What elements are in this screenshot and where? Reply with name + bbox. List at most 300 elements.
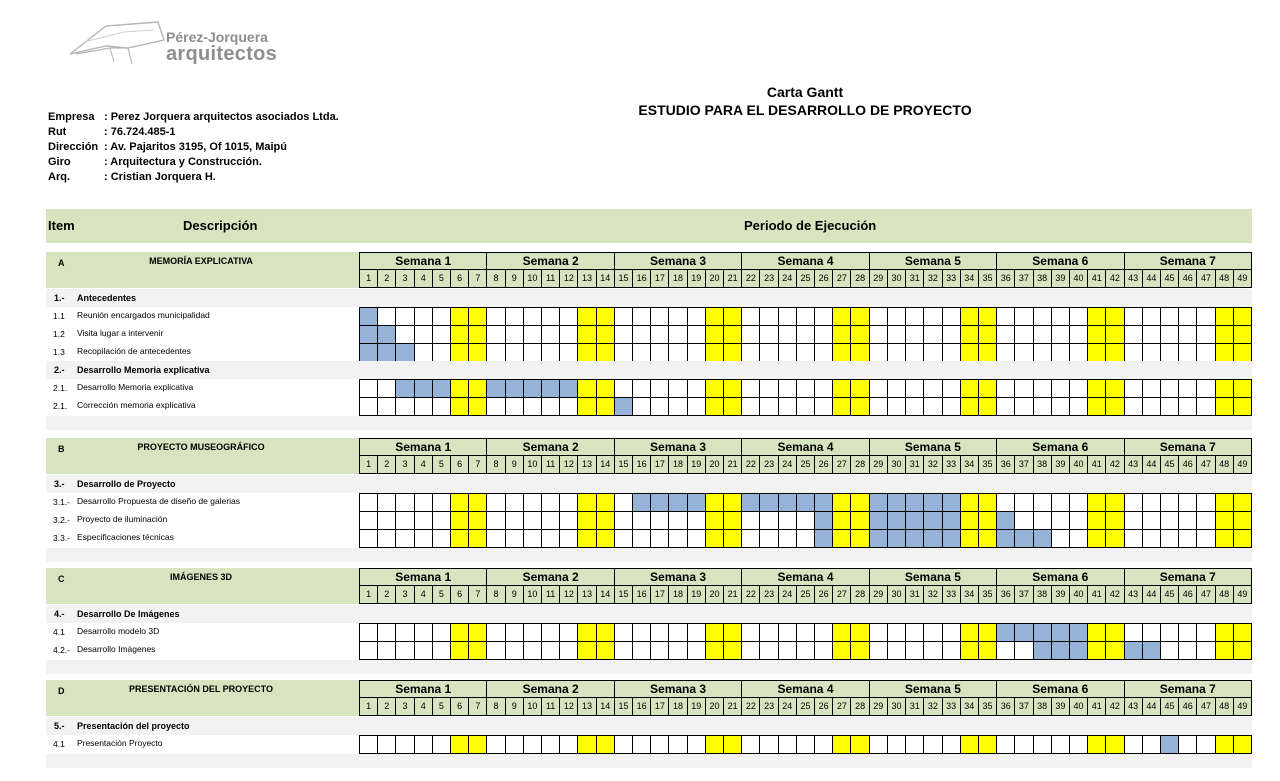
day-cell xyxy=(1124,624,1142,641)
section-title: IMÁGENES 3D xyxy=(169,572,232,582)
day-cell xyxy=(1160,624,1178,641)
day-label: 24 xyxy=(778,586,796,604)
weekend-cell xyxy=(832,308,850,325)
weekend-cell xyxy=(960,736,978,753)
day-cell xyxy=(796,398,814,415)
weekend-cell xyxy=(468,642,486,659)
active-day-cell xyxy=(869,512,887,529)
weekend-cell xyxy=(1105,344,1123,361)
weekend-cell xyxy=(832,512,850,529)
weekend-cell xyxy=(705,494,723,511)
day-cell xyxy=(432,530,450,547)
day-label: 1 xyxy=(359,698,377,716)
weekend-cell xyxy=(960,326,978,343)
day-cell xyxy=(923,326,941,343)
section-letter: A xyxy=(58,258,65,268)
day-label: 39 xyxy=(1051,456,1069,474)
day-cell xyxy=(432,512,450,529)
task-label xyxy=(46,379,359,397)
day-cell xyxy=(996,642,1014,659)
day-label: 14 xyxy=(596,586,614,604)
day-cell xyxy=(814,308,832,325)
day-cell xyxy=(541,308,559,325)
section-gap xyxy=(46,660,1252,674)
day-cell xyxy=(1051,512,1069,529)
day-cell xyxy=(923,308,941,325)
weekend-cell xyxy=(978,326,996,343)
header-periodo: Periodo de Ejecución xyxy=(744,218,877,233)
week-label: Semana 3 xyxy=(614,252,741,270)
day-label: 40 xyxy=(1069,270,1087,288)
day-cell xyxy=(505,494,523,511)
day-cell xyxy=(1196,494,1214,511)
day-cell xyxy=(414,344,432,361)
day-cell xyxy=(1178,398,1196,415)
weekend-cell xyxy=(832,344,850,361)
day-cell xyxy=(486,398,504,415)
active-day-cell xyxy=(996,530,1014,547)
day-label: 7 xyxy=(468,456,486,474)
weekend-cell xyxy=(978,736,996,753)
day-label: 37 xyxy=(1014,698,1032,716)
weekend-cell xyxy=(1233,398,1252,415)
day-cell xyxy=(942,308,960,325)
active-day-cell xyxy=(1051,642,1069,659)
day-cell xyxy=(523,642,541,659)
day-label: 30 xyxy=(887,456,905,474)
day-label: 16 xyxy=(632,586,650,604)
weekend-cell xyxy=(596,624,614,641)
day-label: 29 xyxy=(869,698,887,716)
day-cell xyxy=(869,624,887,641)
day-label: 38 xyxy=(1033,586,1051,604)
day-cell xyxy=(414,398,432,415)
day-cell xyxy=(1124,530,1142,547)
day-cell xyxy=(486,512,504,529)
day-cell xyxy=(923,642,941,659)
section-title: MEMORÍA EXPLICATIVA xyxy=(149,256,253,266)
week-label: Semana 5 xyxy=(869,252,996,270)
day-label: 17 xyxy=(650,456,668,474)
day-label: 33 xyxy=(942,456,960,474)
weekend-cell xyxy=(1105,642,1123,659)
weekend-cell xyxy=(1233,326,1252,343)
weekend-cell xyxy=(705,736,723,753)
day-cell xyxy=(759,530,777,547)
day-cell xyxy=(1069,380,1087,397)
day-label: 46 xyxy=(1178,270,1196,288)
weekend-cell xyxy=(577,530,595,547)
day-cell xyxy=(523,344,541,361)
weekend-cell xyxy=(723,494,741,511)
day-label: 2 xyxy=(377,586,395,604)
active-day-cell xyxy=(359,344,377,361)
day-cell xyxy=(1160,308,1178,325)
day-label: 5 xyxy=(432,698,450,716)
weekend-cell xyxy=(978,530,996,547)
section-gap xyxy=(46,754,1252,768)
day-label: 48 xyxy=(1215,270,1233,288)
active-day-cell xyxy=(942,530,960,547)
weekend-cell xyxy=(1215,380,1233,397)
active-day-cell xyxy=(1051,624,1069,641)
day-label: 45 xyxy=(1160,456,1178,474)
day-label: 6 xyxy=(450,270,468,288)
section-header xyxy=(46,680,359,716)
weekend-cell xyxy=(850,736,868,753)
day-label: 20 xyxy=(705,270,723,288)
active-day-cell xyxy=(923,530,941,547)
day-cell xyxy=(1160,344,1178,361)
task-number: 4.2.- xyxy=(53,645,71,655)
day-cell xyxy=(1178,494,1196,511)
week-label: Semana 6 xyxy=(996,568,1123,586)
active-day-cell xyxy=(923,494,941,511)
info-row xyxy=(48,141,339,156)
weekend-cell xyxy=(1087,512,1105,529)
weekend-cell xyxy=(832,642,850,659)
day-label: 22 xyxy=(741,586,759,604)
day-cell xyxy=(359,624,377,641)
day-cell xyxy=(559,308,577,325)
day-label: 30 xyxy=(887,586,905,604)
task-number: 2.1. xyxy=(53,383,68,393)
day-label: 19 xyxy=(687,586,705,604)
day-label: 36 xyxy=(996,270,1014,288)
weekend-cell xyxy=(832,530,850,547)
day-label: 11 xyxy=(541,456,559,474)
weekend-cell xyxy=(1105,398,1123,415)
day-cell xyxy=(1051,398,1069,415)
weekend-cell xyxy=(832,736,850,753)
day-label: 34 xyxy=(960,456,978,474)
day-cell xyxy=(1178,380,1196,397)
day-cell xyxy=(650,326,668,343)
day-cell xyxy=(1124,512,1142,529)
day-cell xyxy=(632,512,650,529)
day-label: 2 xyxy=(377,456,395,474)
weekend-cell xyxy=(978,494,996,511)
day-label: 11 xyxy=(541,698,559,716)
day-label: 27 xyxy=(832,456,850,474)
day-cell xyxy=(759,624,777,641)
day-cell xyxy=(1033,344,1051,361)
day-label: 41 xyxy=(1087,456,1105,474)
day-label: 31 xyxy=(905,270,923,288)
day-cell xyxy=(395,326,413,343)
week-label: Semana 4 xyxy=(741,680,868,698)
weekend-cell xyxy=(960,530,978,547)
day-cell xyxy=(778,512,796,529)
active-day-cell xyxy=(1142,642,1160,659)
weekend-cell xyxy=(705,308,723,325)
task-name: Recopilación de antecedentes xyxy=(77,346,191,356)
day-cell xyxy=(905,624,923,641)
day-label: 10 xyxy=(523,270,541,288)
day-cell xyxy=(1033,398,1051,415)
day-label: 6 xyxy=(450,456,468,474)
day-cell xyxy=(1014,308,1032,325)
week-label: Semana 5 xyxy=(869,680,996,698)
active-day-cell xyxy=(632,494,650,511)
day-cell xyxy=(1051,530,1069,547)
day-cell xyxy=(1014,344,1032,361)
day-label: 4 xyxy=(414,586,432,604)
day-cell xyxy=(887,398,905,415)
weekend-cell xyxy=(468,624,486,641)
day-label: 35 xyxy=(978,698,996,716)
day-label: 11 xyxy=(541,586,559,604)
weekend-cell xyxy=(1105,494,1123,511)
day-label: 19 xyxy=(687,456,705,474)
week-label: Semana 7 xyxy=(1124,680,1252,698)
active-day-cell xyxy=(559,380,577,397)
day-label: 44 xyxy=(1142,586,1160,604)
weekend-cell xyxy=(596,512,614,529)
info-value: : Av. Pajaritos 3195, Of 1015, Maipú xyxy=(104,141,287,153)
weekend-cell xyxy=(1087,308,1105,325)
day-cell xyxy=(1160,530,1178,547)
day-cell xyxy=(1033,326,1051,343)
weekend-cell xyxy=(450,308,468,325)
weekend-cell xyxy=(978,344,996,361)
weekend-cell xyxy=(450,736,468,753)
day-label: 32 xyxy=(923,698,941,716)
task-timeline xyxy=(359,397,1252,416)
day-cell xyxy=(1069,344,1087,361)
day-cell xyxy=(668,308,686,325)
section-header xyxy=(46,438,359,474)
day-label: 8 xyxy=(486,456,504,474)
weekend-cell xyxy=(577,308,595,325)
day-cell xyxy=(559,512,577,529)
section-gap xyxy=(46,416,1252,430)
day-label: 5 xyxy=(432,456,450,474)
day-cell xyxy=(668,326,686,343)
day-label: 23 xyxy=(759,270,777,288)
day-cell xyxy=(887,624,905,641)
active-day-cell xyxy=(1014,530,1032,547)
day-cell xyxy=(614,512,632,529)
day-cell xyxy=(942,642,960,659)
day-cell xyxy=(1160,494,1178,511)
info-row xyxy=(48,126,339,141)
day-label: 16 xyxy=(632,270,650,288)
active-day-cell xyxy=(869,494,887,511)
week-header-row xyxy=(359,568,1252,586)
day-cell xyxy=(614,326,632,343)
day-cell xyxy=(632,344,650,361)
active-day-cell xyxy=(541,380,559,397)
day-cell xyxy=(650,308,668,325)
active-day-cell xyxy=(414,380,432,397)
day-label: 29 xyxy=(869,270,887,288)
week-label: Semana 1 xyxy=(359,438,486,456)
day-cell xyxy=(486,308,504,325)
day-cell xyxy=(414,308,432,325)
active-day-cell xyxy=(359,308,377,325)
logo-building-icon xyxy=(66,18,176,70)
day-label: 31 xyxy=(905,698,923,716)
day-label: 23 xyxy=(759,586,777,604)
day-cell xyxy=(869,326,887,343)
day-label: 3 xyxy=(395,456,413,474)
day-cell xyxy=(1051,308,1069,325)
day-label: 42 xyxy=(1105,586,1123,604)
day-cell xyxy=(687,398,705,415)
day-cell xyxy=(614,308,632,325)
weekend-cell xyxy=(1215,530,1233,547)
day-cell xyxy=(687,530,705,547)
weekend-cell xyxy=(705,642,723,659)
day-label: 44 xyxy=(1142,698,1160,716)
day-label: 29 xyxy=(869,456,887,474)
weekend-cell xyxy=(596,344,614,361)
day-cell xyxy=(632,624,650,641)
weekend-cell xyxy=(1105,326,1123,343)
info-row xyxy=(48,156,339,171)
day-cell xyxy=(523,512,541,529)
week-label: Semana 4 xyxy=(741,438,868,456)
active-day-cell xyxy=(523,380,541,397)
day-cell xyxy=(668,530,686,547)
day-label: 10 xyxy=(523,586,541,604)
weekend-cell xyxy=(705,380,723,397)
day-cell xyxy=(1033,308,1051,325)
active-day-cell xyxy=(923,512,941,529)
day-label: 7 xyxy=(468,586,486,604)
group-row xyxy=(46,717,1252,735)
project-title: ESTUDIO PARA EL DESARROLLO DE PROYECTO xyxy=(638,102,972,118)
day-label: 38 xyxy=(1033,270,1051,288)
day-label: 1 xyxy=(359,586,377,604)
weekend-cell xyxy=(1215,326,1233,343)
day-cell xyxy=(414,512,432,529)
day-label: 8 xyxy=(486,270,504,288)
day-cell xyxy=(1051,736,1069,753)
day-label: 36 xyxy=(996,456,1014,474)
day-cell xyxy=(377,530,395,547)
group-number: 1.- xyxy=(54,293,65,303)
day-label: 28 xyxy=(850,698,868,716)
weekend-cell xyxy=(705,512,723,529)
week-header-row xyxy=(359,252,1252,270)
day-cell xyxy=(687,380,705,397)
day-label: 24 xyxy=(778,456,796,474)
week-label: Semana 4 xyxy=(741,252,868,270)
day-cell xyxy=(1196,344,1214,361)
day-label: 27 xyxy=(832,698,850,716)
active-day-cell xyxy=(778,494,796,511)
day-label: 45 xyxy=(1160,698,1178,716)
weekend-cell xyxy=(1105,512,1123,529)
week-label: Semana 2 xyxy=(486,680,613,698)
day-cell xyxy=(759,736,777,753)
task-name: Corrección memoria explicativa xyxy=(77,400,196,410)
weekend-cell xyxy=(1105,736,1123,753)
weekend-cell xyxy=(468,736,486,753)
group-title: Desarrollo de Proyecto xyxy=(77,479,176,489)
day-cell xyxy=(559,398,577,415)
day-cell xyxy=(559,530,577,547)
day-cell xyxy=(887,326,905,343)
info-label: Arq. xyxy=(48,171,70,183)
weekend-cell xyxy=(450,624,468,641)
day-label: 15 xyxy=(614,698,632,716)
day-cell xyxy=(523,494,541,511)
weekend-cell xyxy=(850,642,868,659)
weekend-cell xyxy=(1233,624,1252,641)
task-name: Especificaciones técnicas xyxy=(77,532,174,542)
day-cell xyxy=(1160,642,1178,659)
day-label: 48 xyxy=(1215,456,1233,474)
weekend-cell xyxy=(978,624,996,641)
day-label: 12 xyxy=(559,456,577,474)
active-day-cell xyxy=(814,530,832,547)
day-label: 42 xyxy=(1105,456,1123,474)
day-cell xyxy=(869,398,887,415)
day-cell xyxy=(1069,308,1087,325)
day-cell xyxy=(1051,326,1069,343)
day-label: 22 xyxy=(741,456,759,474)
day-label: 41 xyxy=(1087,270,1105,288)
week-label: Semana 1 xyxy=(359,252,486,270)
day-label: 43 xyxy=(1124,270,1142,288)
day-label: 12 xyxy=(559,270,577,288)
day-cell xyxy=(668,512,686,529)
week-label: Semana 1 xyxy=(359,568,486,586)
weekend-cell xyxy=(832,326,850,343)
day-cell xyxy=(505,736,523,753)
info-value: : Arquitectura y Construcción. xyxy=(104,156,262,168)
weekend-cell xyxy=(832,624,850,641)
day-label: 33 xyxy=(942,698,960,716)
chart-title: Carta Gantt xyxy=(766,84,844,100)
day-cell xyxy=(1051,380,1069,397)
task-number: 3.2.- xyxy=(53,515,71,525)
day-cell xyxy=(923,736,941,753)
day-cell xyxy=(687,624,705,641)
day-cell xyxy=(1014,380,1032,397)
day-cell xyxy=(1033,736,1051,753)
day-cell xyxy=(1014,494,1032,511)
weekend-cell xyxy=(1215,308,1233,325)
day-label: 20 xyxy=(705,586,723,604)
task-number: 2.1. xyxy=(53,401,68,411)
day-label: 45 xyxy=(1160,586,1178,604)
weekend-cell xyxy=(450,398,468,415)
weekend-cell xyxy=(1105,624,1123,641)
active-day-cell xyxy=(814,494,832,511)
day-label: 15 xyxy=(614,270,632,288)
active-day-cell xyxy=(687,494,705,511)
task-name: Visita lugar a intervenir xyxy=(77,328,164,338)
day-cell xyxy=(1178,624,1196,641)
day-label: 13 xyxy=(577,698,595,716)
day-label: 34 xyxy=(960,586,978,604)
day-cell xyxy=(1178,512,1196,529)
day-cell xyxy=(687,642,705,659)
day-cell xyxy=(486,530,504,547)
active-day-cell xyxy=(996,624,1014,641)
day-cell xyxy=(887,736,905,753)
active-day-cell xyxy=(505,380,523,397)
day-label: 42 xyxy=(1105,698,1123,716)
day-cell xyxy=(1142,530,1160,547)
day-label: 21 xyxy=(723,270,741,288)
day-cell xyxy=(1142,326,1160,343)
day-cell xyxy=(559,326,577,343)
